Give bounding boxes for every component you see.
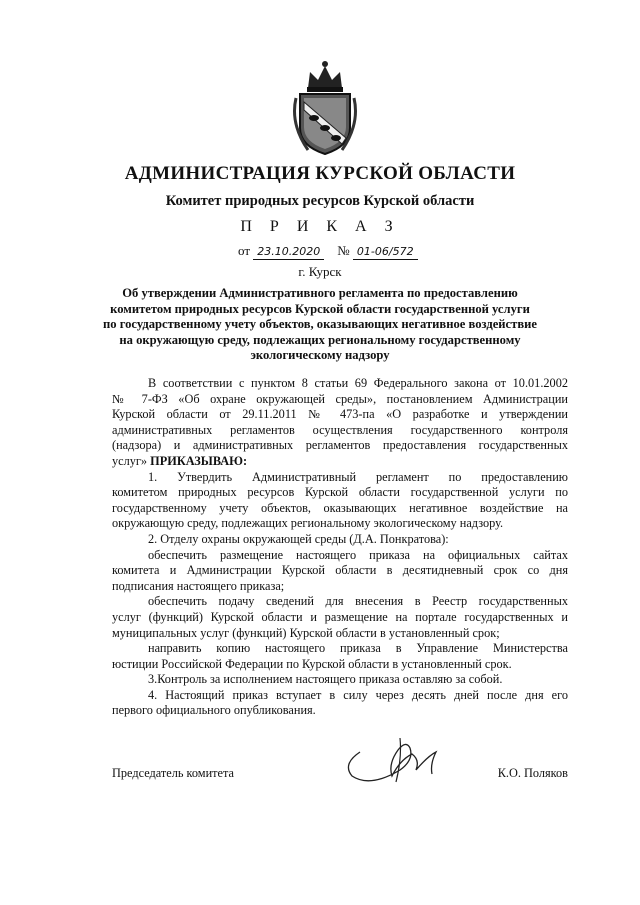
preamble-end: услуг» <box>112 453 148 468</box>
item3-line: 3.Контроль за исполнением настоящего приказа оставляю за собой. <box>148 672 503 687</box>
document-type: П Р И К А З <box>240 218 400 235</box>
preamble-last-line <box>112 454 568 470</box>
city: г. Курск <box>298 264 342 279</box>
document-number: 01-06/572 <box>353 245 418 260</box>
date-prefix: от <box>238 243 251 258</box>
preamble-line: Курской области от 29.11.2011 № 473-па «О разработке и утверждении <box>112 407 568 422</box>
title-line: Об утверждении Административного регламента по предоставлению <box>122 286 518 300</box>
document-number-line <box>238 243 418 260</box>
document-date: 23.10.2020 <box>253 245 324 260</box>
organization-name: АДМИНИСТРАЦИЯ КУРСКОЙ ОБЛАСТИ <box>124 163 516 184</box>
handwritten-signature <box>340 730 450 790</box>
item2a-line: комитета и Администрации Курской области в десятидневный срок со дня <box>112 563 568 578</box>
preamble-line: административных регламентов осуществления государственного контроля <box>112 422 568 437</box>
preamble-line: В соответствии с пунктом 8 статьи 69 Федерального закона от 10.01.2002 <box>148 376 568 390</box>
title-line: экологическому надзору <box>250 348 390 363</box>
item2-line: 2. Отделу охраны окружающей среды (Д.А. Понкратова): <box>148 531 449 546</box>
item4-line: 4. Настоящий приказ вступает в силу через десять дней после дня его <box>148 687 568 702</box>
item1-line: комитетом природных ресурсов Курской области государственной услуги по <box>112 485 568 500</box>
signer-position: Председатель комитета <box>112 766 234 780</box>
item1-line: окружающую среду, подлежащих региональному экологическому надзору. <box>112 516 504 531</box>
kursk-coat-of-arms-icon <box>290 58 360 156</box>
item2a-line: обеспечить размещение настоящего приказа на официальных сайтах <box>148 547 568 562</box>
title-line: комитетом природных ресурсов Курской области государственной услуги <box>110 301 530 316</box>
title-line: на окружающую среду, подлежащих региональному государственному <box>119 332 521 347</box>
item4-line: первого официального опубликования. <box>112 703 316 718</box>
item2b-line: услуг (функций) Курской области и размещение на портале государственных и <box>112 609 568 624</box>
item1-line: 1. Утвердить Административный регламент по предоставлению <box>148 469 568 484</box>
item2b-line: муниципальных услуг (функций) Курской области в установленный срок; <box>112 625 500 640</box>
item2b-line: обеспечить подачу сведений для внесения в Реестр государственных <box>148 594 568 609</box>
committee-name: Комитет природных ресурсов Курской области <box>165 193 475 209</box>
title-line: по государственному учету объектов, оказывающих негативное воздействие <box>103 317 537 332</box>
item1-line: государственному учету объектов, оказывающих негативное воздействие на <box>112 500 568 515</box>
number-prefix: № <box>337 243 350 258</box>
item2a-line: подписания настоящего приказа; <box>112 578 285 593</box>
signer-name: К.О. Поляков <box>497 766 568 780</box>
document-body <box>112 376 568 719</box>
preamble-line: (надзора) и административных регламентов предоставления государственных <box>112 438 568 453</box>
item2c-line: направить копию настоящего приказа в Управление Министерства <box>148 641 568 656</box>
document-title <box>0 286 640 364</box>
item2c-line: юстиции Российской Федерации по Курской области в установленный срок. <box>112 656 512 671</box>
preamble-line: № 7-ФЗ «Об охране окружающей среды», постановлением Администрации <box>112 391 568 406</box>
prikazyvayu: ПРИКАЗЫВАЮ: <box>150 453 248 468</box>
